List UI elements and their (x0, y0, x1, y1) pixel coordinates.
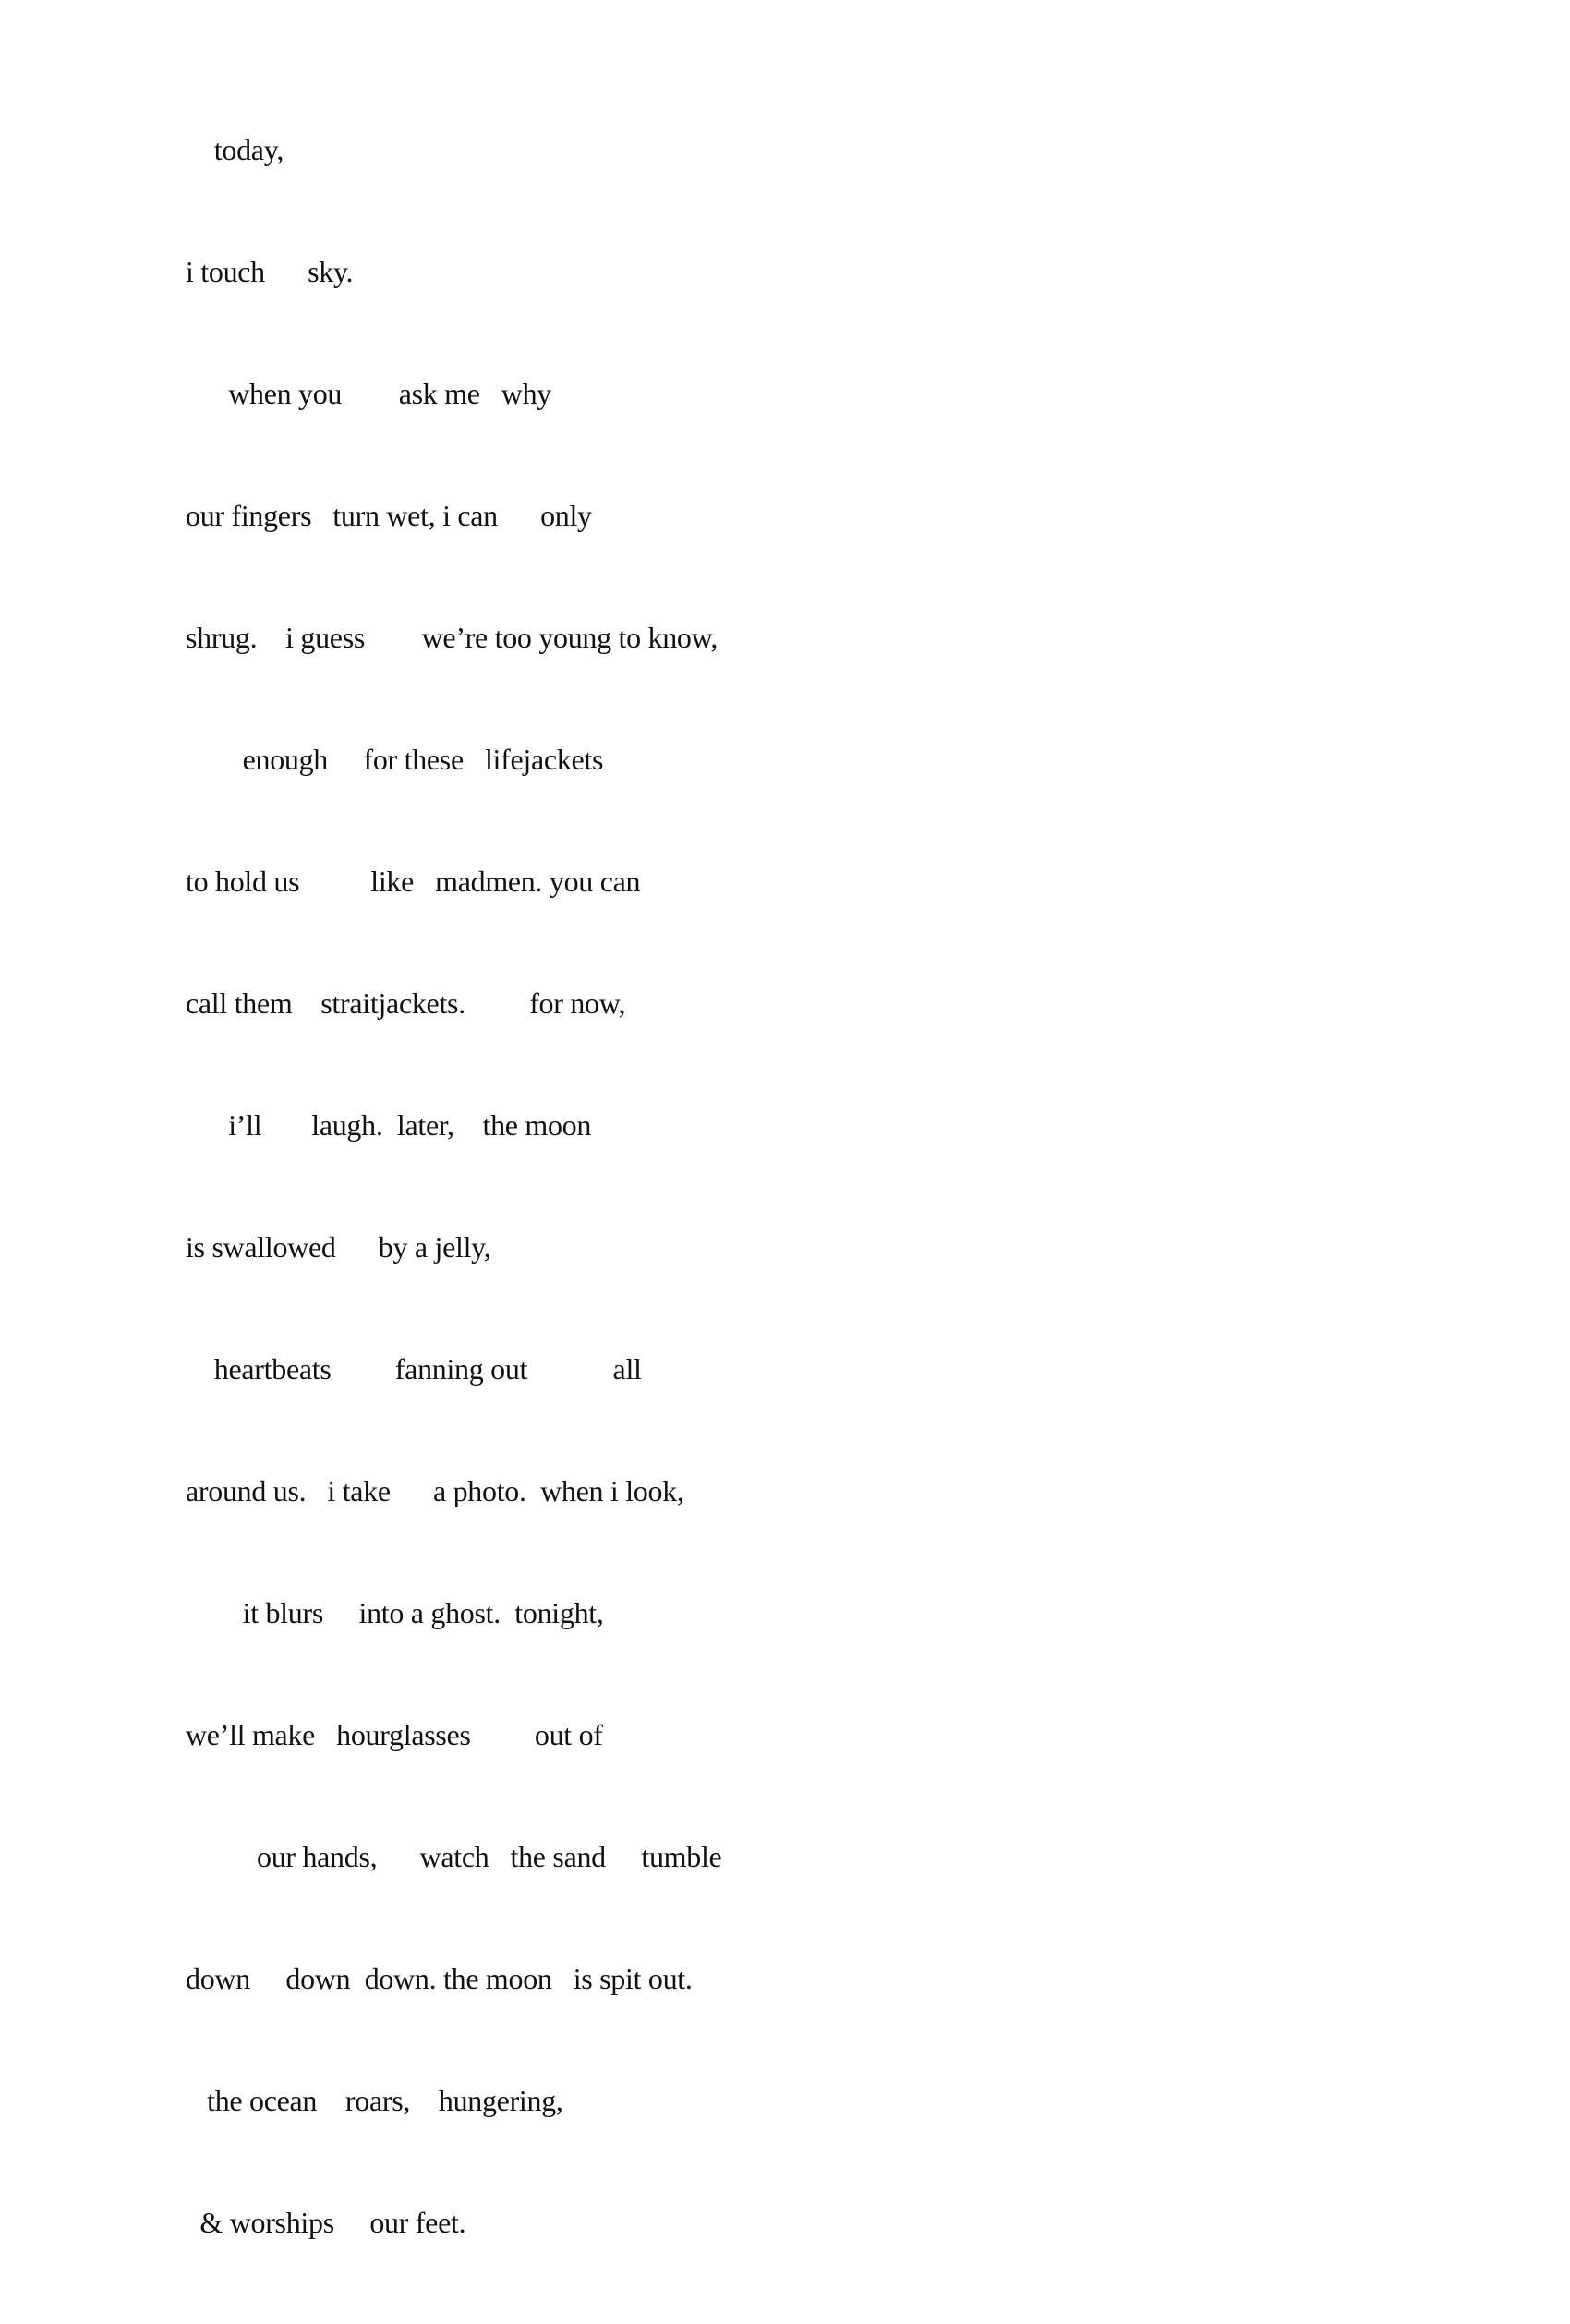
poem-line: enough for these lifejackets (186, 743, 604, 776)
poem-line: our hands, watch the sand tumble (186, 1840, 722, 1873)
poem-line: i’ll laugh. later, the moon (186, 1108, 592, 1142)
poem-line: when you ask me why (186, 377, 551, 410)
poem-line: our fingers turn wet, i can only (186, 499, 592, 532)
poem-line: is swallowed by a jelly, (186, 1230, 491, 1264)
poem-line: to hold us like madmen. you can (186, 865, 641, 898)
poem-line: today, (186, 133, 284, 166)
poem-line: heartbeats fanning out all (186, 1352, 642, 1386)
poem-line: i touch sky. (186, 255, 354, 288)
poem-line: shrug. i guess we’re too young to know, (186, 621, 719, 654)
poem-line: & worships our feet. (186, 2206, 466, 2239)
poem-line: down down down. the moon is spit out. (186, 1962, 693, 1995)
poem-line: call them straitjackets. for now, (186, 986, 626, 1020)
poem-line: we’ll make hourglasses out of (186, 1718, 603, 1751)
poem-text (186, 48, 721, 2324)
poem-line: around us. i take a photo. when i look, (186, 1474, 684, 1507)
poem-line: the ocean roars, hungering, (186, 2084, 563, 2117)
poem-line: it blurs into a ghost. tonight, (186, 1596, 604, 1629)
